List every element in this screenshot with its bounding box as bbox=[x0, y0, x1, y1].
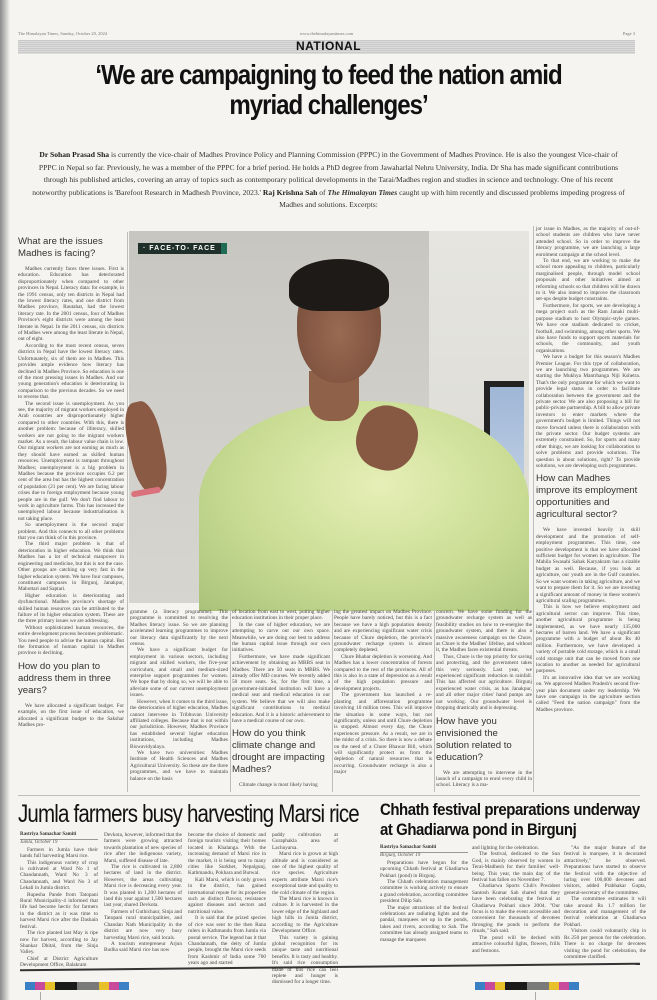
color-swatch bbox=[35, 982, 45, 990]
article-column-mid-3 bbox=[334, 609, 432, 792]
paragraph: Higher education is deteriorating and dysfunctional. Madhes province's shortage of skilled human resources can be attributed to the failure of its higher education system. These are the three primary issues we are addressing. bbox=[18, 592, 124, 625]
chhath-column-3 bbox=[564, 845, 646, 973]
paragraph: According to the most recent census, seven districts in Nepal have the lowest literacy rates. Unfortunately, six of them are in Madhes. This provides ample evidence how literacy has declined in Madhes Province. So education is one of the most pressing issues in Madhes. And our young generation's education is deteriorating in comparison to the previous decades. So we need to reverse that. bbox=[18, 342, 124, 401]
color-swatch bbox=[549, 982, 559, 990]
paragraph: Chief at District Agriculture Development Office, Balakram bbox=[20, 955, 98, 969]
paragraph: The committee estimates it will take around Rs 1.7 million for decoration and management of the festival celebration at Ghadiarwa Pokhari. bbox=[564, 896, 646, 928]
print-color-bar bbox=[25, 982, 129, 990]
paragraph: Furthermore, for sports, we are developing a mega project such as the Ram Janaki multi-purpose stadium to host Olympic-style games. We have one stadium dedicated to cricket, football, and swimming, among other sports. We also have funds to support sports materials for schools, the community, and youth organisations. bbox=[536, 302, 640, 354]
intro-text-1: is currently the vice-chair of Madhes Province Policy and Planning Commission (PPPC) in the Government of Madhes Province. He is also the youngest Vice-chair of PPPC in Nepal so far. Previously, he was a member of the PPPC for a brief period. He holds a PhD degree from Jawaharlal Nehru University, India. Dr Sha has made significant contributions through his published articles, covering an array of topics such as contemporary political developments in the Tarai/Madhes region and studies in science and technology. One of his recent noteworthy publications is 'Barefoot Research in Madhesh Province, 2023.' bbox=[32, 150, 619, 197]
folio-website: www.thehimalayantimes.com bbox=[299, 31, 354, 36]
color-swatch bbox=[25, 982, 35, 990]
chhath-byline: Rastriya Samachar Samiti bbox=[380, 845, 468, 853]
jumla-headline: Jumla farmers busy harvesting Marsi rice bbox=[18, 800, 359, 828]
question-heading: How have you envisioned the solution related to education? bbox=[436, 715, 512, 763]
paragraph: Kali Marsi, which is only grown in the district, has gained international repute for its properties such as distinct flavour, resistance against diseases and sectors and nutritional value. bbox=[188, 876, 266, 915]
jumla-dateline: Jumla, October 19 bbox=[20, 840, 58, 846]
intro-text-3: caught up with him recently and discussed problems impeding progress of Madhes and solutions. Excerpts: bbox=[279, 187, 625, 210]
paragraph: Visitors could voluntarily chip in Rs 250 per person for the celebration. There is no charge for devotees visiting the pond for celebration, the committee clarified. bbox=[564, 928, 646, 960]
main-headline: ‘We are campaigning to feed the nation amid myriad challenges’ bbox=[95, 59, 562, 120]
jumla-byline: Rastriya Samachar Samiti bbox=[20, 832, 98, 840]
page-gutter-shadow bbox=[0, 0, 10, 1000]
registration-mark bbox=[535, 992, 536, 1000]
column-rule bbox=[332, 609, 333, 792]
jumla-column-1 bbox=[20, 832, 98, 972]
folio-paper-date: The Himalayan Times, Sunday, October 20, 2024 bbox=[18, 31, 108, 36]
chhath-headline: Chhath festival preparations underway at Ghadiarwa pond in Birgunj bbox=[380, 800, 640, 839]
paragraph: and lighting for the celebration. bbox=[472, 845, 539, 851]
paragraph: This variety is gaining global recognition for its unique taste and nutritional benefits. It is tasty and healthy. It's said rice consumption made of this rice can feel replete and hunger is dismissed for a longer time. bbox=[272, 934, 338, 986]
paragraph: Without sophisticated human resources, the entire development process becomes problematic. You need people to advise the human capital. But the formation of human capital in Madhes province is declining. bbox=[18, 624, 124, 657]
paragraph: of location from east to west, putting higher education institutions in their proper place. bbox=[232, 609, 330, 622]
column-rule bbox=[533, 226, 534, 792]
color-swatch bbox=[119, 982, 129, 990]
paragraph: The third major problem is that of deterioration in higher education. We think that Madhes has a lot of technical manpower in engineering and medicine, but this is not the case. Other groups are catching up very fast in the higher education system. We have four campuses, constituent campuses in Birgunj, Janakpur, Mahottari and Saptari. bbox=[18, 541, 124, 593]
paragraph: It's an innovative idea that we are working on. We approved Madhes Pradesh's second five-year plan document under my leadership. We have one campaign in the agriculture section called "Feed the nation campaign" from the Madhes province. bbox=[536, 674, 640, 713]
paragraph: Climate change is most likely having bbox=[239, 782, 318, 789]
paragraph: paddy cultivation at Guraphakla area of Lachuyarsa. bbox=[272, 832, 338, 851]
paragraph: The second issue is unemployment. As you see, the majority of migrant workers employed in Arab countries are disproportionately higher compared to other countries. With this, there is another problem: because of illiteracy, skilled workers are not going to the migrant workers market. As a result, the labour value chain is low. Our migrant workers are not earning as much as they should have earned as skilled human resources. Unemployment is rampant throughout Madhes; unemployment is a big problem in Madhes because the province occupies 6.2 per cent of the area but has the highest concentration of population (21 per cent). We are facing labour crises due to foreign employment because young people are in the gulf. We don't find labour to work in agriculture farms. This has increased the unemployed labour because industrialisation is not taking place. bbox=[18, 400, 124, 522]
paragraph: "As the major feature of the festival is marquee, it is decorated attractively," he observed. Preparations have started to observe the festival with the objective of luring over 100,000 devotees and visitors, added Prabhakar Gupta, general-secretary of the committee. bbox=[564, 845, 646, 896]
paragraph: However, when it comes to the third issue, the deterioration of higher education, Madhes cannot intervene in Tribhuvan University affiliated colleges. Because that is not within our jurisdiction. However, Madhes Province has established several higher education institutions, including Madhes Biswavidyalaya. bbox=[130, 698, 228, 750]
paragraph: The Marsi rice is known in culture. It is harvested in the lower edge of the highland and high hills in Jumla district, according to the Agriculture Development Office. bbox=[272, 896, 338, 935]
intro-text-2: of bbox=[317, 187, 328, 197]
paragraph: Preparations have begun for the upcoming Chhath festival at Ghadiarwa Pokhari (pond) in Birgunj. bbox=[380, 859, 468, 879]
photo-subject-bracelet bbox=[131, 486, 162, 497]
paragraph: ing the greatest impact on Madhes Province. People have barely noticed, but this is a fact because we have a high population density and are experiencing significant water crisis because of Chure depletion, the province's groundwater recharge system is almost completely depleted. bbox=[334, 609, 432, 654]
paragraph: Rupesha Pande from Tatopani Rural Municipality-4 informed that life had become hectic for farmers in the district as it was time to harvest Marsi rice after the Dashain festival. bbox=[20, 891, 98, 930]
paragraph: Chure Bhabar depletion is worsening. And Madhes has a lower concentration of forests compared to the rest of the provinces. All of this is also in a state of depression as a result of the high population pressure and development projects. bbox=[334, 653, 432, 692]
paragraph: Farmers in Jumla have their hands full harvesting Marsi rice. bbox=[20, 846, 98, 860]
folio-page-number: Page 3 bbox=[622, 31, 635, 36]
column-rule bbox=[127, 232, 128, 792]
photo-subject-hair bbox=[289, 259, 389, 311]
paragraph: In the case of higher education, we are attempting to carve out our own space. Meanwhile, we are doing our best to address the human capital issue through our own initiatives. bbox=[232, 621, 330, 654]
paragraph: Madhes currently faces three issues. First is education. Education has deteriorated disproportionately when compared to other provinces in Nepal. Literacy data: for example, in the 1991 census, only ten districts in Nepal had the lowest literacy rates, and one district from Madhes province, Rautahat, had the lowest literacy rate. In the 2001 census, four of Madhes Province's eight districts were among the least literate in Nepal. In the 2011 census, six districts of Madhes were among the least literate in Nepal, out of eight. bbox=[18, 266, 124, 343]
color-swatch bbox=[77, 982, 99, 990]
paragraph: Devkota, however, informed that the farmers were growing attracted towards plantation of new species of rice after the indigenous variety, Marsi, suffered disease of late. bbox=[104, 832, 182, 864]
paragraph: We are attempting to intervene in the launch of a campaign to enrol every child in school. Literacy is a ma- bbox=[436, 769, 532, 789]
column-rule bbox=[434, 609, 435, 792]
chhath-column-2 bbox=[472, 845, 560, 973]
paragraph: This is how we believe employment and agricultural sector can improve. This time, another agricultural programme is being implemented, as we have nearly 135,000 hectares of barren land. We have a significant programme with a budget of about Rs 40 million. Furthermore, we have developed a variety of portable cold storage, which is a small cold storage unit that can be moved from one location to another as needed for agricultural purposes. bbox=[536, 604, 640, 675]
paragraph: A tourism entrepreneur Arjun Budha said Marsi rice has now bbox=[104, 940, 182, 954]
jumla-column-3 bbox=[188, 832, 266, 972]
paragraph: We have invested heavily in skill development and the promotion of self-employment programmes. This time, one positive development is that we have allocated sufficient budget for women in agriculture. The Mahila Swasahi Sahak Karyakram has a sizable budget as well. Because, if you look at agriculture, our youth are in the Gulf countries. So we want women in taking agriculture, and we want to prepare them for it. So we are investing a significant amount of money in these women's agricultural scaling programmes. bbox=[536, 527, 640, 604]
article-column-mid-1 bbox=[130, 609, 228, 792]
paragraph: Marsi rice is grown at high altitude and is considered as one of the highest quality of rice species. Agriculture experts attribute Marsi rice's exceptional taste and quality to the cold climate of the region. bbox=[272, 851, 338, 896]
print-color-bar bbox=[475, 982, 579, 990]
color-swatch bbox=[485, 982, 495, 990]
jumla-column-2 bbox=[104, 832, 182, 972]
paragraph: So unemployment is the second major problem. And this connects to all other problems that you can think of in this province. bbox=[18, 522, 124, 542]
paragraph: Furthermore, we have made significant achievement by obtaining an MBBS seat in Madhes. There are 50 seats in MBBS. We already offer MD courses. We recently added 50 more seats. So, for the first time, a government-initiated institution will have a medical seat and medical education in our system. We believe that we will also make significant contributions to medical education. And it is a historic achievement to have a medical course of our own. bbox=[232, 653, 330, 724]
paragraph: This indigenous variety of crop is cultivated at Ward No 1 of Chandannath, Ward No 3 of Chandannath, and Ward No 3 of Lekali in Jumla district. bbox=[20, 859, 98, 892]
paragraph: The rice planted last May is ripe now for harvest, according to Jay Shankar Dhital, from the Sinja Valley. bbox=[20, 930, 98, 956]
intro-subject-name: Dr Sohan Prasad Sha bbox=[39, 150, 110, 159]
color-swatch bbox=[45, 982, 55, 990]
paragraph: We have two universities: Madhes Institute of Health Sciences and Madhes Agricultural University. So these are the three programmes, and we have to maintain balance on the basis bbox=[130, 749, 228, 782]
color-swatch bbox=[55, 982, 77, 990]
paragraph: The rice is cultivated in 2,800 hectares of land in the district. However, the areas cultivating Marsi rice is decreasing every year. It was planted in 1,200 hectares of land this year against 1,500 hectares last year, shared Devkota. bbox=[104, 864, 182, 909]
paragraph: jor issue in Madhes, as the majority of out-of-school students are children who have never attended school. So in order to improve the literacy programme, we are launching a large enrolment campaign at the school level. bbox=[536, 226, 640, 258]
registration-mark bbox=[40, 992, 41, 1000]
color-swatch bbox=[505, 982, 527, 990]
paragraph: Ghadiarwa Sports Club's President Santosh Kumar Sah shared that they have been celebrating the festival at Ghadiarwa Pokhari since 2004. "Our focus is to make the event accessible and convenient for thousands of devotees thronging the ponds to perform the rituals," Sah said. bbox=[472, 883, 560, 935]
paragraph: become the choice of domestic and foreign tourists visiting their homes located in Khalanga. With the increasing demand of Marsi rice in the market, it is being sent to many cities like Surkhet, Nepalgunj, Kathmandu, Pokhara and Butwal. bbox=[188, 832, 266, 877]
intro-author: Raj Krishna Sah bbox=[262, 187, 318, 197]
paragraph: Farmers of Guthichaur, Sinja and Tatopani rural municipalities, and Chandan Nath Municipality in the district are now very busy harvesting Marsi rice, said locals. bbox=[104, 908, 182, 941]
paragraph: The Chhath celebration management committee is working actively to ensure a grand celebration, according committee president Dilip Sah. bbox=[380, 879, 468, 905]
paragraph: The pond will be decked with attractive colourful lights, flowers, frills and festoons. bbox=[472, 934, 560, 954]
intro-paper-name: The Himalayan Times bbox=[327, 187, 398, 197]
color-swatch bbox=[99, 982, 109, 990]
chhath-dateline: Birgunj, October 19 bbox=[380, 853, 421, 859]
section-label: NATIONAL bbox=[295, 39, 362, 53]
paragraph: To that end, we are working to make the school more appealing to children, particularly marginalised people, through model school proposals and other initiatives aimed at reforming schools so that children will be drawn to it. We also intend to improve the classroom set-ups despite budget constraints. bbox=[536, 258, 640, 303]
intro-deck bbox=[30, 149, 627, 212]
story-divider bbox=[18, 795, 640, 796]
paragraph: We have a budget for this season's Madhes Premier League. For this type of collaboration, we are launching two programmes. We are starting the Mukhya Mantrhanga Niji Kshetra. That's the only programme for which we want to provide legal status in order to facilitate collaboration between the government and the private sector. We are also proposing a bill for public-private partnership. A bill to allow private investors to enter markets where the government's budget is limited. Things will not move forward unless there is collaboration with the private sector. Our budget systems are extremely constrained. So, for sports and many other things, we are looking for collaboration to solve problems and provide solutions. The question is about solutions, right? To provide solutions, we are developing such programmes. bbox=[536, 354, 640, 470]
article-column-right bbox=[536, 226, 640, 791]
question-heading: How do you think climate change and drought are impacting Madhes? bbox=[232, 728, 325, 776]
paragraph: Thus, Chure is the top priority for saving and protecting, and the government takes this very seriously. Last year, we experienced significant reduction in rainfall. This has affected our agriculture. Birgunj experienced water crisis, as has Janakpur, and all other major cities' hand pumps are not working. Our groundwater level is dropping drastically and is depressing. bbox=[436, 653, 532, 712]
paragraph: gramme (a literacy programme). This programme is committed to resolving the Madhes literacy issue. So we are planning accelerated learning programmes to improve our literacy data significantly by the next census. bbox=[130, 609, 228, 648]
column-rule bbox=[230, 609, 231, 792]
color-swatch bbox=[109, 982, 119, 990]
paragraph: concern. We have some funding for the groundwater recharge system as well as feasibility studies on how to re-energise the groundwater system, and there is also a massive awareness campaign on the Chure, as Chure is the Madhes' lifeline, and without it, the Madhes faces existential threats. bbox=[436, 609, 532, 654]
face-to-face-tag: · FACE-TO- FACE bbox=[138, 243, 227, 254]
color-swatch bbox=[475, 982, 485, 990]
paragraph: The festival, dedicated to the Sun God, is mainly observed by women in Terai-Madhesh for their families' well-being. This year, the main day of the festival has fallen on November 7. bbox=[472, 851, 560, 884]
paragraph: The major attractions of the festival celebrations are radiating lights and the pandal, marquees set up in the ponds, lakes and rivers, according to Sah. The committee has already assigned teams to manage the marquees bbox=[380, 904, 468, 943]
paragraph: We have a significant budget for employment in various sectors, including migrant and skilled workers, the five-year curriculum, and small and medium-sized enterprise support programmes for women. We hope that by doing so, we will be able to alleviate some of our current unemployment issues. bbox=[130, 647, 228, 699]
color-swatch bbox=[559, 982, 569, 990]
question-heading: What are the issues Madhes is facing? bbox=[18, 236, 103, 259]
article-column-left bbox=[18, 232, 124, 772]
color-swatch bbox=[569, 982, 579, 990]
paragraph: We have allocated a significant budget. For example, on the first issue of education, we allocated a significant budget to the Sakshar Madhes pro- bbox=[18, 702, 124, 728]
question-heading: How do you plan to address them in three years? bbox=[18, 660, 111, 696]
color-swatch bbox=[495, 982, 505, 990]
color-swatch bbox=[527, 982, 549, 990]
jumla-column-4 bbox=[272, 832, 338, 986]
chhath-column-1 bbox=[380, 845, 468, 973]
question-heading: How can Madhes improve its employment opportunities and agricultural sector? bbox=[536, 473, 638, 521]
interview-photo bbox=[129, 231, 529, 603]
article-column-mid-4 bbox=[436, 609, 532, 792]
article-column-mid-2 bbox=[232, 609, 330, 792]
paragraph: The government has launched a re-planting and afforestation programme involving 10 million trees. This will improve the situation in some ways, but not significantly, unless and until Chure depletion is stopped. Almost every day, the Chure experiences pressure. As a result, we are in the midst of a crisis. So there is now a debate on the need of a Chure Bhawar Bill, which will significantly protect us from the depletion of natural resources that is occurring. Groundwater recharge is also a major bbox=[334, 692, 432, 776]
paragraph: It is said that the prized species of rice was sent to the then Rana rulers in Kathmandu from Jumla via postal service. The legend has it that Chandannath, the deity of Jumla people, brought the Marsi rice seeds from Kashmir of India some 700 years ago and started bbox=[188, 915, 266, 967]
